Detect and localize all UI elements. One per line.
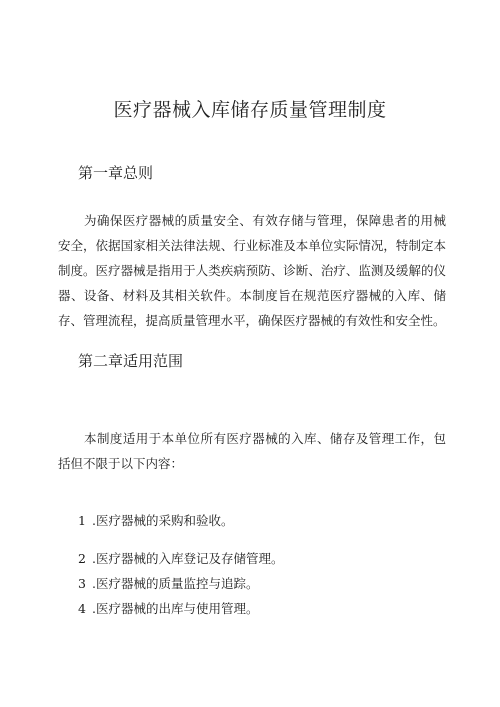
- document-title: 医疗器械入库储存质量管理制度: [113, 99, 387, 121]
- list-item-number: 2: [78, 551, 86, 566]
- scope-list-item: [78, 574, 258, 594]
- list-item-text: .医疗器械的出库与使用管理。: [92, 601, 259, 616]
- scope-list-item: [78, 599, 258, 619]
- scope-list-item: [78, 511, 233, 531]
- list-item-text: .医疗器械的采购和验收。: [92, 513, 234, 528]
- chapter-1-heading: 第一章总则: [78, 164, 154, 182]
- chapter-2-paragraph: 本制度适用于本单位所有医疗器械的入库、储存及管理工作，包括但不限于以下内容：: [58, 431, 446, 471]
- chapter-2-heading: 第二章适用范围: [78, 352, 184, 370]
- list-item-number: 3: [78, 576, 86, 591]
- list-item-number: 4: [78, 601, 86, 616]
- list-item-text: .医疗器械的入库登记及存储管理。: [92, 551, 284, 566]
- chapter-1-paragraph: 为确保医疗器械的质量安全、有效存储与管理，保障患者的用械安全，依据国家相关法律法规、行业标准及本单位实际情况，特制定本制度。医疗器械是指用于人类疾病预防、诊断、治疗、监测及缓解的仪器、设备、材料及其相关软件。本制度旨在规范医疗器械的入库、储存、管理流程，提高质量管理水平，确保医疗器械的有效性和安全性。: [58, 213, 446, 328]
- list-item-number: 1: [78, 513, 86, 528]
- scope-list-item: [78, 549, 283, 569]
- list-item-text: .医疗器械的质量监控与追踪。: [92, 576, 259, 591]
